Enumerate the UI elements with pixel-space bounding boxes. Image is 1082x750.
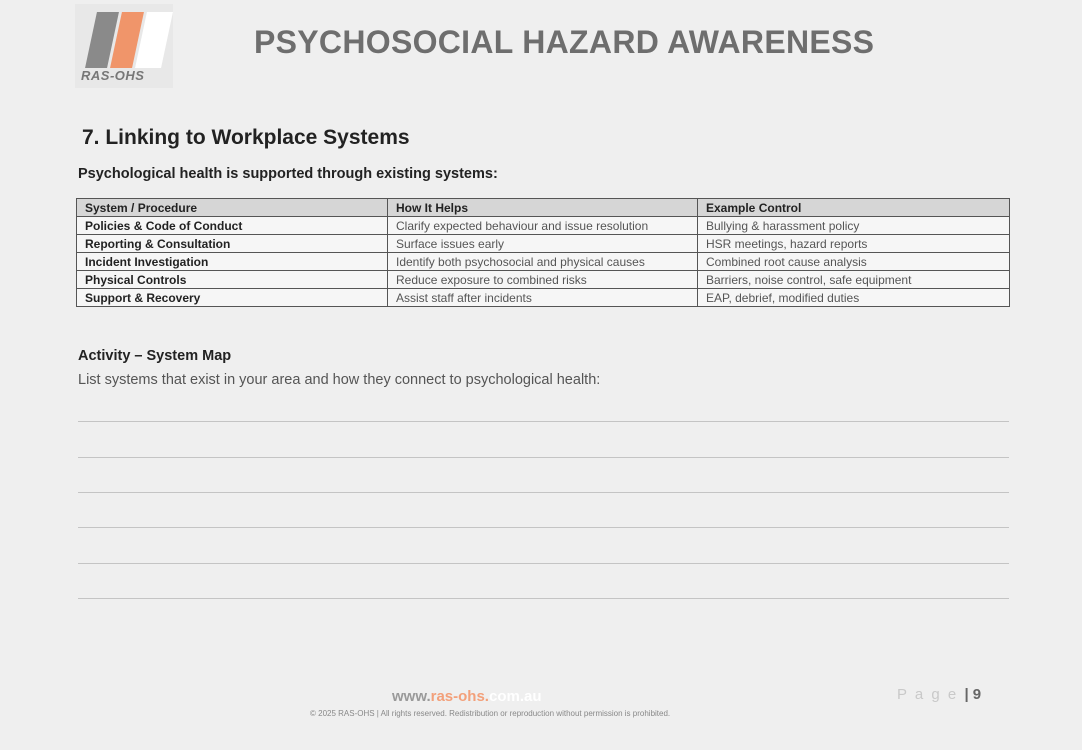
systems-table — [76, 198, 1010, 307]
page-number — [897, 686, 981, 703]
table-row — [77, 271, 1010, 289]
writing-line — [78, 492, 1009, 493]
helps-cell: Surface issues early — [388, 235, 698, 253]
system-cell: Physical Controls — [77, 271, 388, 289]
helps-cell: Identify both psychosocial and physical causes — [388, 253, 698, 271]
control-cell: Combined root cause analysis — [698, 253, 1010, 271]
writing-line — [78, 598, 1009, 599]
table-header-row — [77, 199, 1010, 217]
logo-stripes-icon — [83, 12, 167, 68]
column-header: How It Helps — [388, 199, 698, 217]
control-cell: EAP, debrief, modified duties — [698, 289, 1010, 307]
logo-text: RAS-OHS — [81, 68, 145, 83]
writing-line — [78, 527, 1009, 528]
control-cell: HSR meetings, hazard reports — [698, 235, 1010, 253]
helps-cell: Reduce exposure to combined risks — [388, 271, 698, 289]
system-cell: Reporting & Consultation — [77, 235, 388, 253]
column-header: System / Procedure — [77, 199, 388, 217]
section-heading: 7. Linking to Workplace Systems — [82, 126, 410, 149]
page-label: P a g e — [897, 686, 959, 703]
writing-line — [78, 421, 1009, 422]
section-intro: Psychological health is supported through existing systems: — [78, 166, 498, 182]
ras-ohs-logo — [75, 4, 173, 88]
helps-cell: Assist staff after incidents — [388, 289, 698, 307]
table-row — [77, 289, 1010, 307]
table-row — [77, 217, 1010, 235]
table-row — [77, 235, 1010, 253]
helps-cell: Clarify expected behaviour and issue resolution — [388, 217, 698, 235]
system-cell: Incident Investigation — [77, 253, 388, 271]
page-number-value: | 9 — [964, 686, 982, 703]
activity-title: Activity – System Map — [78, 348, 232, 364]
writing-line — [78, 563, 1009, 564]
column-header: Example Control — [698, 199, 1010, 217]
footer-website-link[interactable] — [392, 688, 542, 705]
url-suffix: com.au — [488, 688, 542, 705]
url-prefix: www. — [392, 688, 431, 705]
url-brand: ras-ohs. — [430, 688, 489, 705]
copyright-notice: © 2025 RAS-OHS | All rights reserved. Redistribution or reproduction without permission is prohibited. — [310, 709, 671, 718]
control-cell: Barriers, noise control, safe equipment — [698, 271, 1010, 289]
document-title: PSYCHOSOCIAL HAZARD AWARENESS — [254, 24, 875, 60]
control-cell: Bullying & harassment policy — [698, 217, 1010, 235]
table-row — [77, 253, 1010, 271]
writing-line — [78, 457, 1009, 458]
system-cell: Policies & Code of Conduct — [77, 217, 388, 235]
system-cell: Support & Recovery — [77, 289, 388, 307]
activity-instruction: List systems that exist in your area and how they connect to psychological health: — [78, 372, 601, 388]
